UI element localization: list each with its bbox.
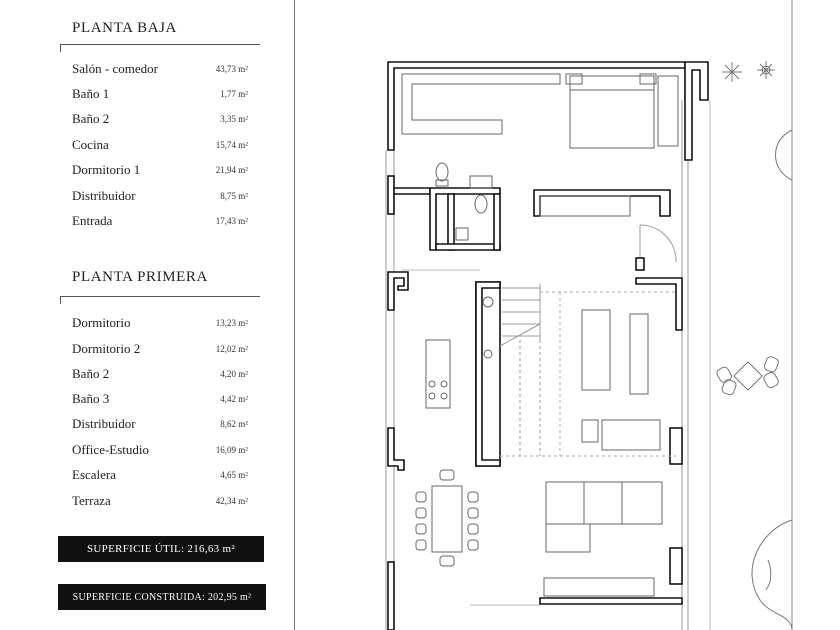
wall-left-c <box>388 428 404 470</box>
room-name: Baño 2 <box>72 111 110 126</box>
room-name: Terraza <box>72 493 111 508</box>
sofa-top <box>402 74 560 134</box>
toilet-a <box>436 163 448 181</box>
superficie-construida-badge: SUPERFICIE CONSTRUIDA: 202,95 m² <box>58 584 266 610</box>
sofa-l <box>546 482 662 552</box>
room-name: Cocina <box>72 137 109 152</box>
planta-primera-title: PLANTA PRIMERA <box>72 269 208 285</box>
wall-top-right <box>685 62 708 160</box>
planta-baja-rule-tick <box>60 44 61 52</box>
side-table <box>630 314 648 394</box>
room-row <box>72 389 248 409</box>
room-area: 4,65 m² <box>220 470 248 480</box>
thin-lines <box>386 100 710 630</box>
room-row <box>72 160 248 180</box>
sofa-bottom <box>602 420 660 450</box>
room-name: Baño 1 <box>72 86 110 101</box>
room-name: Dormitorio <box>72 315 131 330</box>
room-area: 13,23 m² <box>215 318 248 328</box>
furniture <box>402 74 678 596</box>
wall-right-a <box>636 278 682 330</box>
walls <box>388 62 708 630</box>
wall-left-d <box>388 562 394 630</box>
planta-baja-title: PLANTA BAJA <box>72 20 177 36</box>
room-row <box>72 186 248 206</box>
room-area: 3,35 m² <box>220 114 248 124</box>
wall-post <box>636 258 644 270</box>
room-name: Salón - comedor <box>72 61 158 76</box>
room-area: 4,42 m² <box>220 394 248 404</box>
room-row <box>72 364 248 384</box>
sofa-right <box>582 310 610 390</box>
room-row <box>72 84 248 104</box>
room-area: 1,77 m² <box>220 89 248 99</box>
room-row <box>72 491 248 511</box>
wall-bath <box>430 188 500 250</box>
plant-icon <box>722 62 742 82</box>
room-area: 8,62 m² <box>220 419 248 429</box>
room-row <box>72 59 248 79</box>
room-area: 16,09 m² <box>215 445 248 455</box>
room-row <box>72 440 248 460</box>
stairs <box>500 284 540 456</box>
area-summary-panel <box>0 0 290 630</box>
bed <box>570 76 654 148</box>
sink-a <box>470 176 492 188</box>
room-area: 8,75 m² <box>220 191 248 201</box>
floor-plan-drawing <box>295 0 840 630</box>
wall-stub-a <box>394 188 430 194</box>
garden <box>715 61 792 630</box>
room-name: Dormitorio 1 <box>72 162 141 177</box>
room-name: Entrada <box>72 213 113 228</box>
wall-bottom <box>540 598 682 604</box>
terrain-curve <box>776 130 793 180</box>
plant-icon <box>757 61 775 79</box>
wall-left-b <box>388 272 408 310</box>
room-row <box>72 135 248 155</box>
room-row <box>72 465 248 485</box>
room-name: Dormitorio 2 <box>72 341 141 356</box>
room-name: Escalera <box>72 467 117 482</box>
room-area: 4,20 m² <box>220 369 248 379</box>
room-row <box>72 339 248 359</box>
room-area: 17,43 m² <box>215 216 248 226</box>
room-area: 42,34 m² <box>215 496 248 506</box>
wall-mid <box>534 190 670 216</box>
wall-left-a <box>388 176 394 214</box>
room-name: Distribuidor <box>72 416 136 431</box>
wall-right-b <box>670 428 682 464</box>
room-area: 43,73 m² <box>215 64 248 74</box>
planta-primera-rule <box>60 296 260 297</box>
room-row <box>72 313 248 333</box>
planta-primera-rule-tick <box>60 296 61 304</box>
superficie-util-badge: SUPERFICIE ÚTIL: 216,63 m² <box>58 536 264 562</box>
planta-baja-rule <box>60 44 260 45</box>
room-row <box>72 109 248 129</box>
outdoor-table <box>715 356 779 396</box>
room-area: 21,94 m² <box>215 165 248 175</box>
room-row <box>72 211 248 231</box>
wall-right-c <box>670 548 682 584</box>
room-area: 12,02 m² <box>215 344 248 354</box>
room-name: Baño 3 <box>72 391 110 406</box>
room-area: 15,74 m² <box>215 140 248 150</box>
room-name: Distribuidor <box>72 188 136 203</box>
toilet-b <box>475 195 487 213</box>
room-name: Office-Estudio <box>72 442 150 457</box>
terrain-curve <box>752 520 792 630</box>
room-name: Baño 2 <box>72 366 110 381</box>
room-row <box>72 414 248 434</box>
dining-table <box>432 486 462 552</box>
